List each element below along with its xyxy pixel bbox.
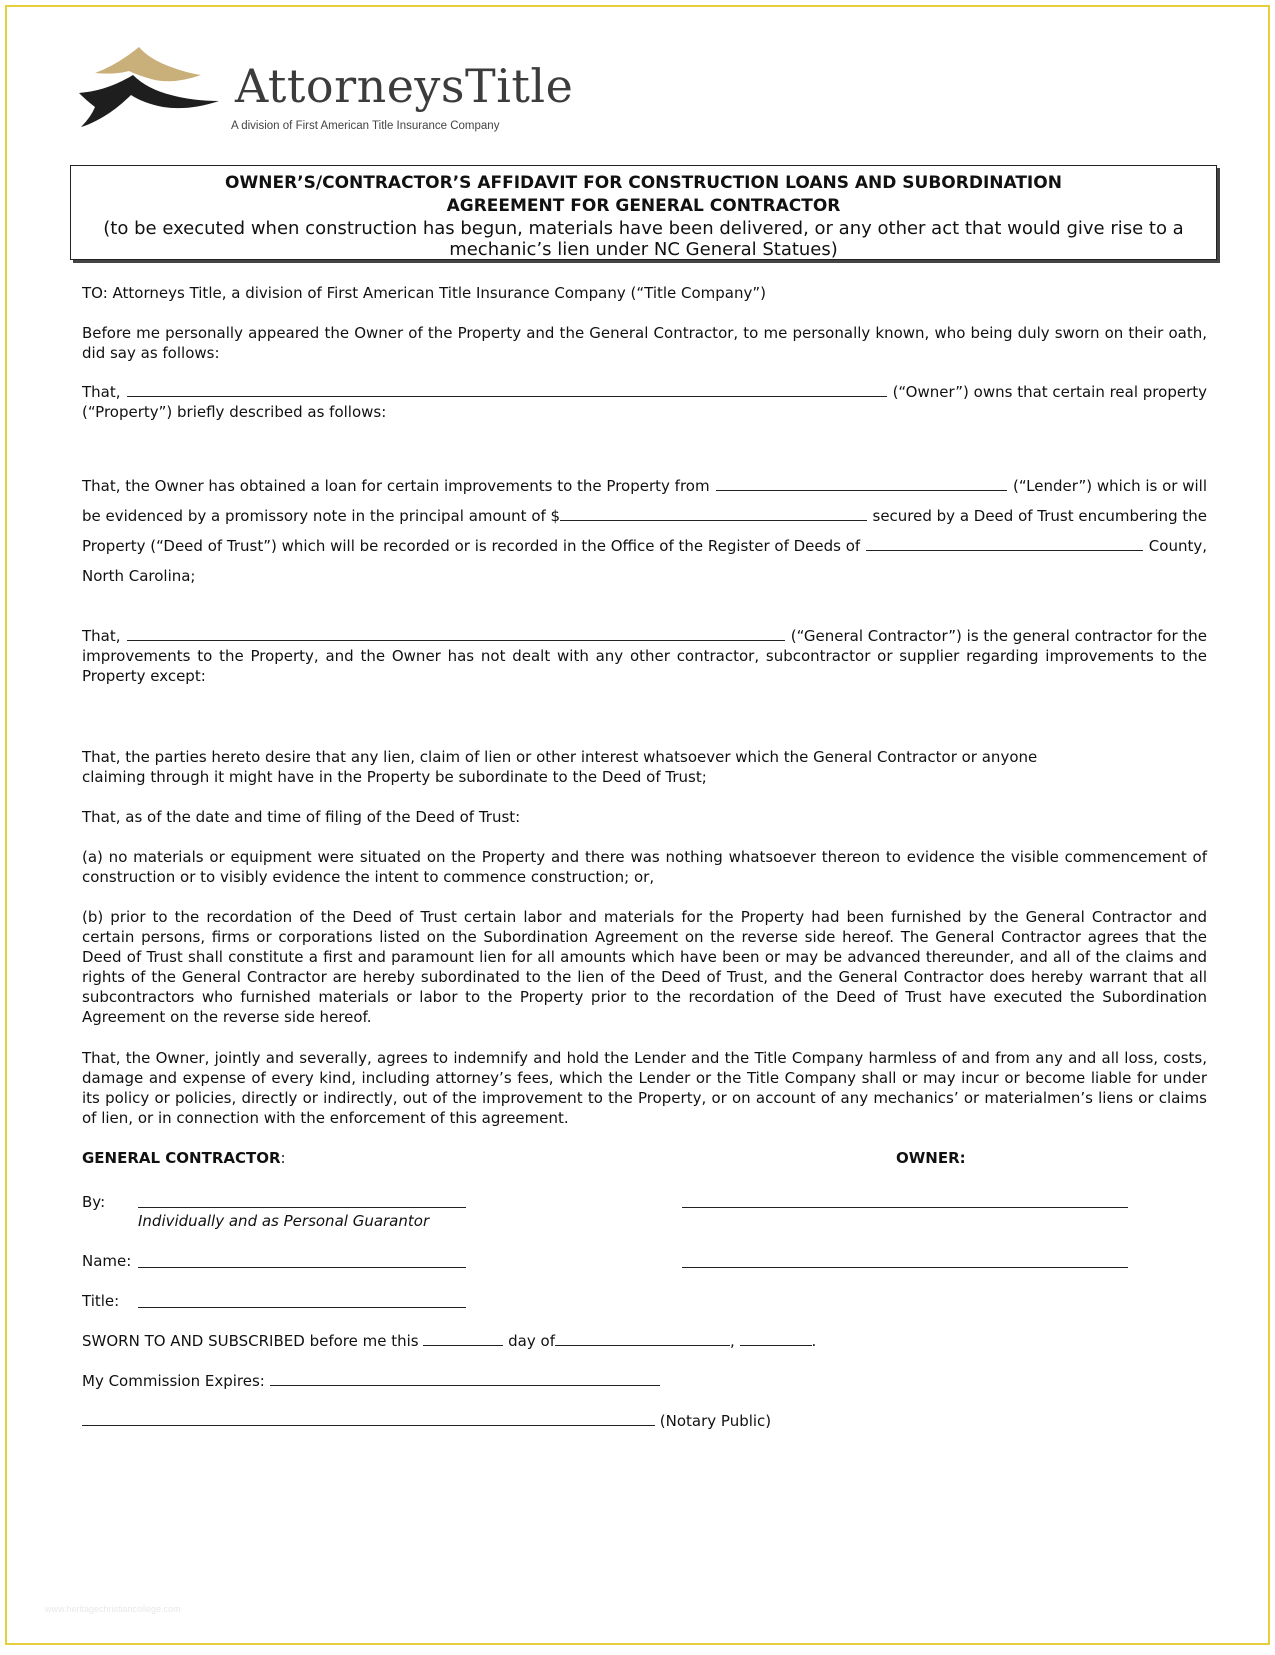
notary-line	[82, 1411, 1207, 1431]
title-label: Title:	[82, 1292, 120, 1310]
gc-signature-heading	[82, 1148, 286, 1168]
sworn-month-blank[interactable]	[555, 1331, 730, 1346]
indemnify-paragraph: That, the Owner, jointly and severally, agrees to indemnify and hold the Lender and the Title Company harmless of and from any and all loss, costs, damage and expense of every kind, including attorney’s fees, which the Lender or the Title Company shall or may incur or become liable for under its policy or policies, directly or indirectly, out of the improvement to the Property, or on account of any mechanics’ or materialmen’s liens or claims of lien, or in connection with the enforcement of this agreement.	[82, 1049, 1207, 1127]
document-page	[5, 5, 1270, 1645]
gc-name-blank[interactable]	[127, 626, 785, 641]
as-of-line: That, as of the date and time of filing of the Deed of Trust:	[82, 808, 521, 826]
gc-continuation: improvements to the Property, and the Owner has not dealt with any other contractor, subcontractor or supplier regarding improvements to the Property except:	[82, 647, 1207, 685]
title-line-1: OWNER’S/CONTRACTOR’S AFFIDAVIT FOR CONSTRUCTION LOANS AND SUBORDINATION	[225, 173, 1062, 193]
paragraph-b: (b) prior to the recordation of the Deed of Trust certain labor and materials for the Property had been furnished by the General Contractor and certain persons, firms or corporations listed on the Subordination Agreement on the reverse side hereof. The General Contractor agrees that the Deed of Trust shall constitute a first and paramount lien for all amounts which have been or may be advanced thereunder, and all of the claims and rights of the General Contractor are hereby subordinated to the lien of the Deed of Trust, and the General Contractor does hereby warrant that all subcontractors who furnished materials or labor to the Property prior to the recordation of the Deed of Trust have executed the Subordination Agreement on the reverse side hereof.	[82, 908, 1207, 1026]
gc-line	[82, 626, 1207, 686]
commission-label: My Commission Expires:	[82, 1372, 265, 1390]
watermark-text: www.heritagechristiancollege.com	[45, 1604, 181, 1614]
roof-emblem-icon	[77, 45, 227, 135]
document-title-box	[70, 165, 1217, 260]
parties-paragraph	[82, 747, 1207, 787]
loan-line-1	[82, 476, 1207, 496]
loan-text-b: (“Lender”) which is or will	[1012, 477, 1207, 495]
company-logo	[77, 45, 574, 135]
county-blank[interactable]	[866, 536, 1143, 551]
sworn-day-of: day of	[508, 1332, 555, 1350]
loan-text-e: Property (“Deed of Trust”) which will be recorded or is recorded in the Office of the Register of Deeds of	[82, 537, 861, 555]
gc-heading: GENERAL CONTRACTOR	[82, 1149, 281, 1167]
owner-name-line[interactable]	[682, 1266, 1128, 1268]
title-subtitle: (to be executed when construction has begun, materials have been delivered, or any other act that would give rise to a mechanic’s lien under NC General Statues)	[103, 218, 1184, 260]
gc-prefix: That,	[82, 627, 121, 645]
by-label: By:	[82, 1193, 106, 1211]
gc-heading-colon: :	[280, 1149, 286, 1167]
owner-signature-heading: OWNER:	[896, 1149, 966, 1167]
loan-line-2	[82, 506, 1207, 526]
owner-line	[82, 382, 1207, 422]
loan-text-a: That, the Owner has obtained a loan for certain improvements to the Property from	[82, 477, 710, 495]
sworn-line	[82, 1331, 1207, 1351]
sworn-year-blank[interactable]	[740, 1331, 812, 1346]
gc-title-line[interactable]	[138, 1306, 466, 1308]
commission-blank[interactable]	[270, 1371, 660, 1386]
owner-suffix: (“Owner”) owns that certain real property	[892, 383, 1207, 401]
loan-text-f: County,	[1148, 537, 1207, 555]
notary-label: (Notary Public)	[659, 1412, 772, 1430]
logo-name: AttorneysTitle	[235, 59, 574, 113]
parties-line-2: claiming through it might have in the Property be subordinate to the Deed of Trust;	[82, 768, 707, 786]
gc-suffix: (“General Contractor”) is the general contractor for the	[790, 627, 1207, 645]
owner-name-blank[interactable]	[127, 382, 887, 397]
owner-prefix: That,	[82, 383, 121, 401]
owner-continuation: (“Property”) briefly described as follows:	[82, 403, 387, 421]
guarantor-caption: Individually and as Personal Guarantor	[138, 1212, 430, 1230]
title-line-2: AGREEMENT FOR GENERAL CONTRACTOR	[446, 196, 841, 216]
logo-tagline: A division of First American Title Insurance Company	[231, 120, 500, 132]
commission-line	[82, 1371, 1207, 1391]
loan-text-d: secured by a Deed of Trust encumbering the	[872, 507, 1207, 525]
gc-name-line[interactable]	[138, 1266, 466, 1268]
sworn-period: .	[811, 1332, 817, 1350]
loan-line-3	[82, 536, 1207, 556]
sworn-comma: ,	[729, 1332, 735, 1350]
parties-line-1: That, the parties hereto desire that any lien, claim of lien or other interest whatsoever which the General Contractor or anyone	[82, 748, 1038, 766]
owner-signature-line[interactable]	[682, 1206, 1128, 1208]
loan-line-4: North Carolina;	[82, 567, 196, 585]
notary-signature-blank[interactable]	[82, 1411, 655, 1426]
paragraph-a: (a) no materials or equipment were situated on the Property and there was nothing whatsoever thereon to evidence the visible commencement of construction or to visibly evidence the intent to commence construction; or,	[82, 848, 1207, 886]
lender-blank[interactable]	[716, 476, 1007, 491]
sworn-day-blank[interactable]	[423, 1331, 503, 1346]
loan-text-c: be evidenced by a promissory note in the principal amount of $	[82, 507, 561, 525]
intro-paragraph: Before me personally appeared the Owner of the Property and the General Contractor, to me personally known, who being duly sworn on their oath, did say as follows:	[82, 324, 1207, 362]
principal-amount-blank[interactable]	[560, 506, 866, 521]
gc-signature-line[interactable]	[138, 1206, 466, 1208]
to-line: TO: Attorneys Title, a division of First American Title Insurance Company (“Title Company”)	[82, 284, 767, 302]
name-label: Name:	[82, 1252, 132, 1270]
sworn-text: SWORN TO AND SUBSCRIBED before me this	[82, 1332, 419, 1350]
